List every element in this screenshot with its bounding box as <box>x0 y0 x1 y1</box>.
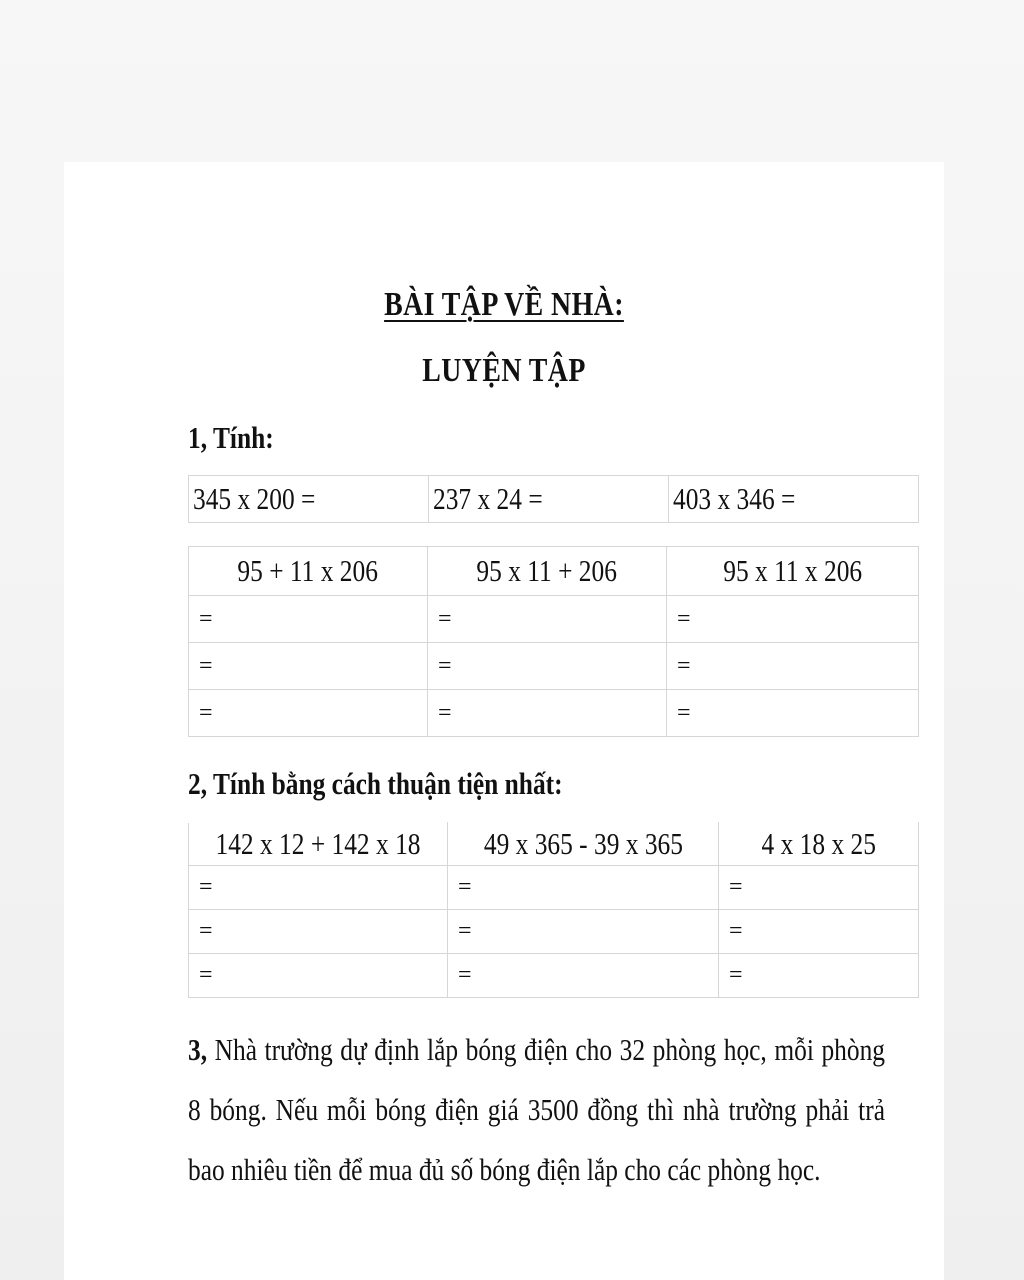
table-header-cell: 95 x 11 x 206 <box>667 547 919 596</box>
page-subtitle: LUYỆN TẬP <box>422 352 586 389</box>
table-row <box>189 954 919 998</box>
table-row <box>189 690 919 737</box>
answer-cell: = <box>189 596 428 643</box>
table-cell: 403 x 346 = <box>669 476 919 523</box>
answer-cell: = <box>667 596 919 643</box>
answer-cell: = <box>189 866 448 910</box>
table-header-row <box>189 547 919 596</box>
answer-cell: = <box>667 690 919 737</box>
page-title: BÀI TẬP VỀ NHÀ: <box>384 286 624 323</box>
section-2-heading: 2, Tính bằng cách thuận tiện nhất: <box>188 766 563 801</box>
table-header-row <box>189 823 919 866</box>
answer-cell: = <box>189 690 428 737</box>
answer-cell: = <box>428 643 667 690</box>
table-header-cell: 4 x 18 x 25 <box>719 823 919 866</box>
answer-cell: = <box>189 910 448 954</box>
table-header-cell: 95 x 11 + 206 <box>428 547 667 596</box>
section-3-text: Nhà trường dự định lắp bóng điện cho 32 phòng học, mỗi phòng 8 bóng. Nếu mỗi bóng điện giá 3500 đồng thì nhà trường phải trả bao nhiêu tiền để mua đủ số bóng điện lắp cho các phòng học. <box>188 1032 885 1187</box>
document-page <box>64 162 944 1280</box>
answer-cell: = <box>667 643 919 690</box>
answer-cell: = <box>448 910 719 954</box>
table-row <box>189 643 919 690</box>
section-3-number: 3, <box>188 1032 208 1067</box>
table-row <box>189 596 919 643</box>
table-row <box>189 910 919 954</box>
section-3-word-problem <box>188 1020 885 1200</box>
section-1-expression-table <box>188 546 919 737</box>
section-1-simple-table <box>188 475 919 523</box>
table-cell: 237 x 24 = <box>429 476 669 523</box>
answer-cell: = <box>189 643 428 690</box>
answer-cell: = <box>428 596 667 643</box>
answer-cell: = <box>428 690 667 737</box>
answer-cell: = <box>189 954 448 998</box>
table-header-cell: 95 + 11 x 206 <box>189 547 428 596</box>
answer-cell: = <box>719 866 919 910</box>
table-row <box>189 476 919 523</box>
answer-cell: = <box>448 954 719 998</box>
table-header-cell: 49 x 365 - 39 x 365 <box>448 823 719 866</box>
answer-cell: = <box>448 866 719 910</box>
section-1-heading: 1, Tính: <box>188 420 274 455</box>
table-cell: 345 x 200 = <box>189 476 429 523</box>
table-header-cell: 142 x 12 + 142 x 18 <box>189 823 448 866</box>
table-row <box>189 866 919 910</box>
answer-cell: = <box>719 910 919 954</box>
section-2-expression-table <box>188 822 919 998</box>
answer-cell: = <box>719 954 919 998</box>
